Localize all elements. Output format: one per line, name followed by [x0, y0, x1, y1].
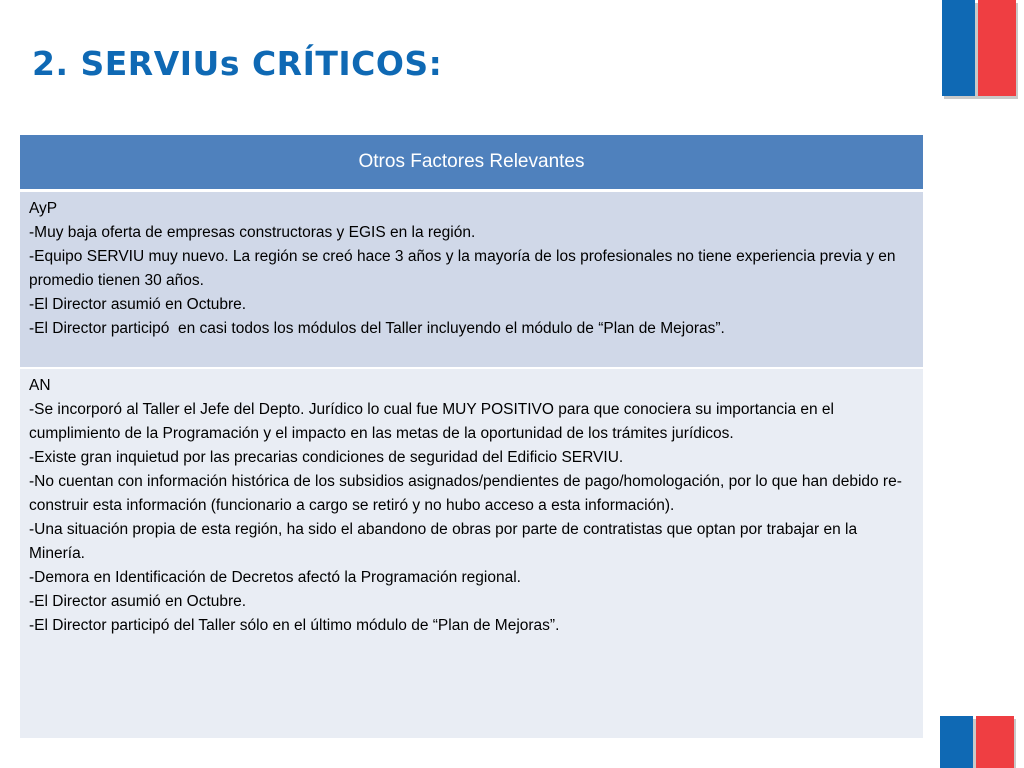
row-item: -Demora en Identificación de Decretos afectó la Programación regional.: [29, 569, 521, 586]
flag-red-stripe: [978, 0, 1016, 96]
row-item: -El Director asumió en Octubre.: [29, 296, 247, 313]
row-item: -Una situación propia de esta región, ha sido el abandono de obras por parte de contratistas que optan por trabajar en la Minería.: [29, 521, 862, 562]
flag-blue-stripe: [942, 0, 975, 96]
row-item: -El Director participó del Taller sólo en el último módulo de “Plan de Mejoras”.: [29, 617, 560, 634]
row-item: -El Director participó en casi todos los módulos del Taller incluyendo el módulo de “Plan de Mejoras”.: [29, 320, 725, 337]
row-item: -El Director asumió en Octubre.: [29, 593, 247, 610]
table-header-label: Otros Factores Relevantes: [358, 151, 585, 172]
flag-decoration-top: [942, 0, 1016, 96]
row-item: -Existe gran inquietud por las precarias condiciones de seguridad del Edificio SERVIU.: [29, 449, 624, 466]
table-row-an: [20, 369, 923, 738]
flag-blue-stripe: [940, 716, 973, 768]
row-item: -No cuentan con información histórica de los subsidios asignados/pendientes de pago/homologación, por lo que han debido re-construir esta información (funcionario a cargo se retiró y no hubo acceso a esta información).: [29, 473, 902, 514]
table-row-ayp: [20, 192, 923, 369]
flag-red-stripe: [976, 716, 1014, 768]
slide-title: 2. SERVIUs CRÍTICOS:: [32, 44, 443, 83]
factors-table: [20, 135, 923, 738]
row-region-label: AN: [29, 377, 51, 394]
row-region-label: AyP: [29, 200, 58, 217]
row-item: -Se incorporó al Taller el Jefe del Depto. Jurídico lo cual fue MUY POSITIVO para que conociera su importancia en el cumplimiento de la Programación y el impacto en las metas de la oportunidad de los trámites jurídicos.: [29, 401, 839, 442]
row-item: -Equipo SERVIU muy nuevo. La región se creó hace 3 años y la mayoría de los profesionales no tiene experiencia previa y en promedio tienen 30 años.: [29, 248, 900, 289]
row-item: -Muy baja oferta de empresas constructoras y EGIS en la región.: [29, 224, 476, 241]
flag-decoration-bottom: [940, 716, 1014, 768]
table-header: [20, 135, 923, 192]
